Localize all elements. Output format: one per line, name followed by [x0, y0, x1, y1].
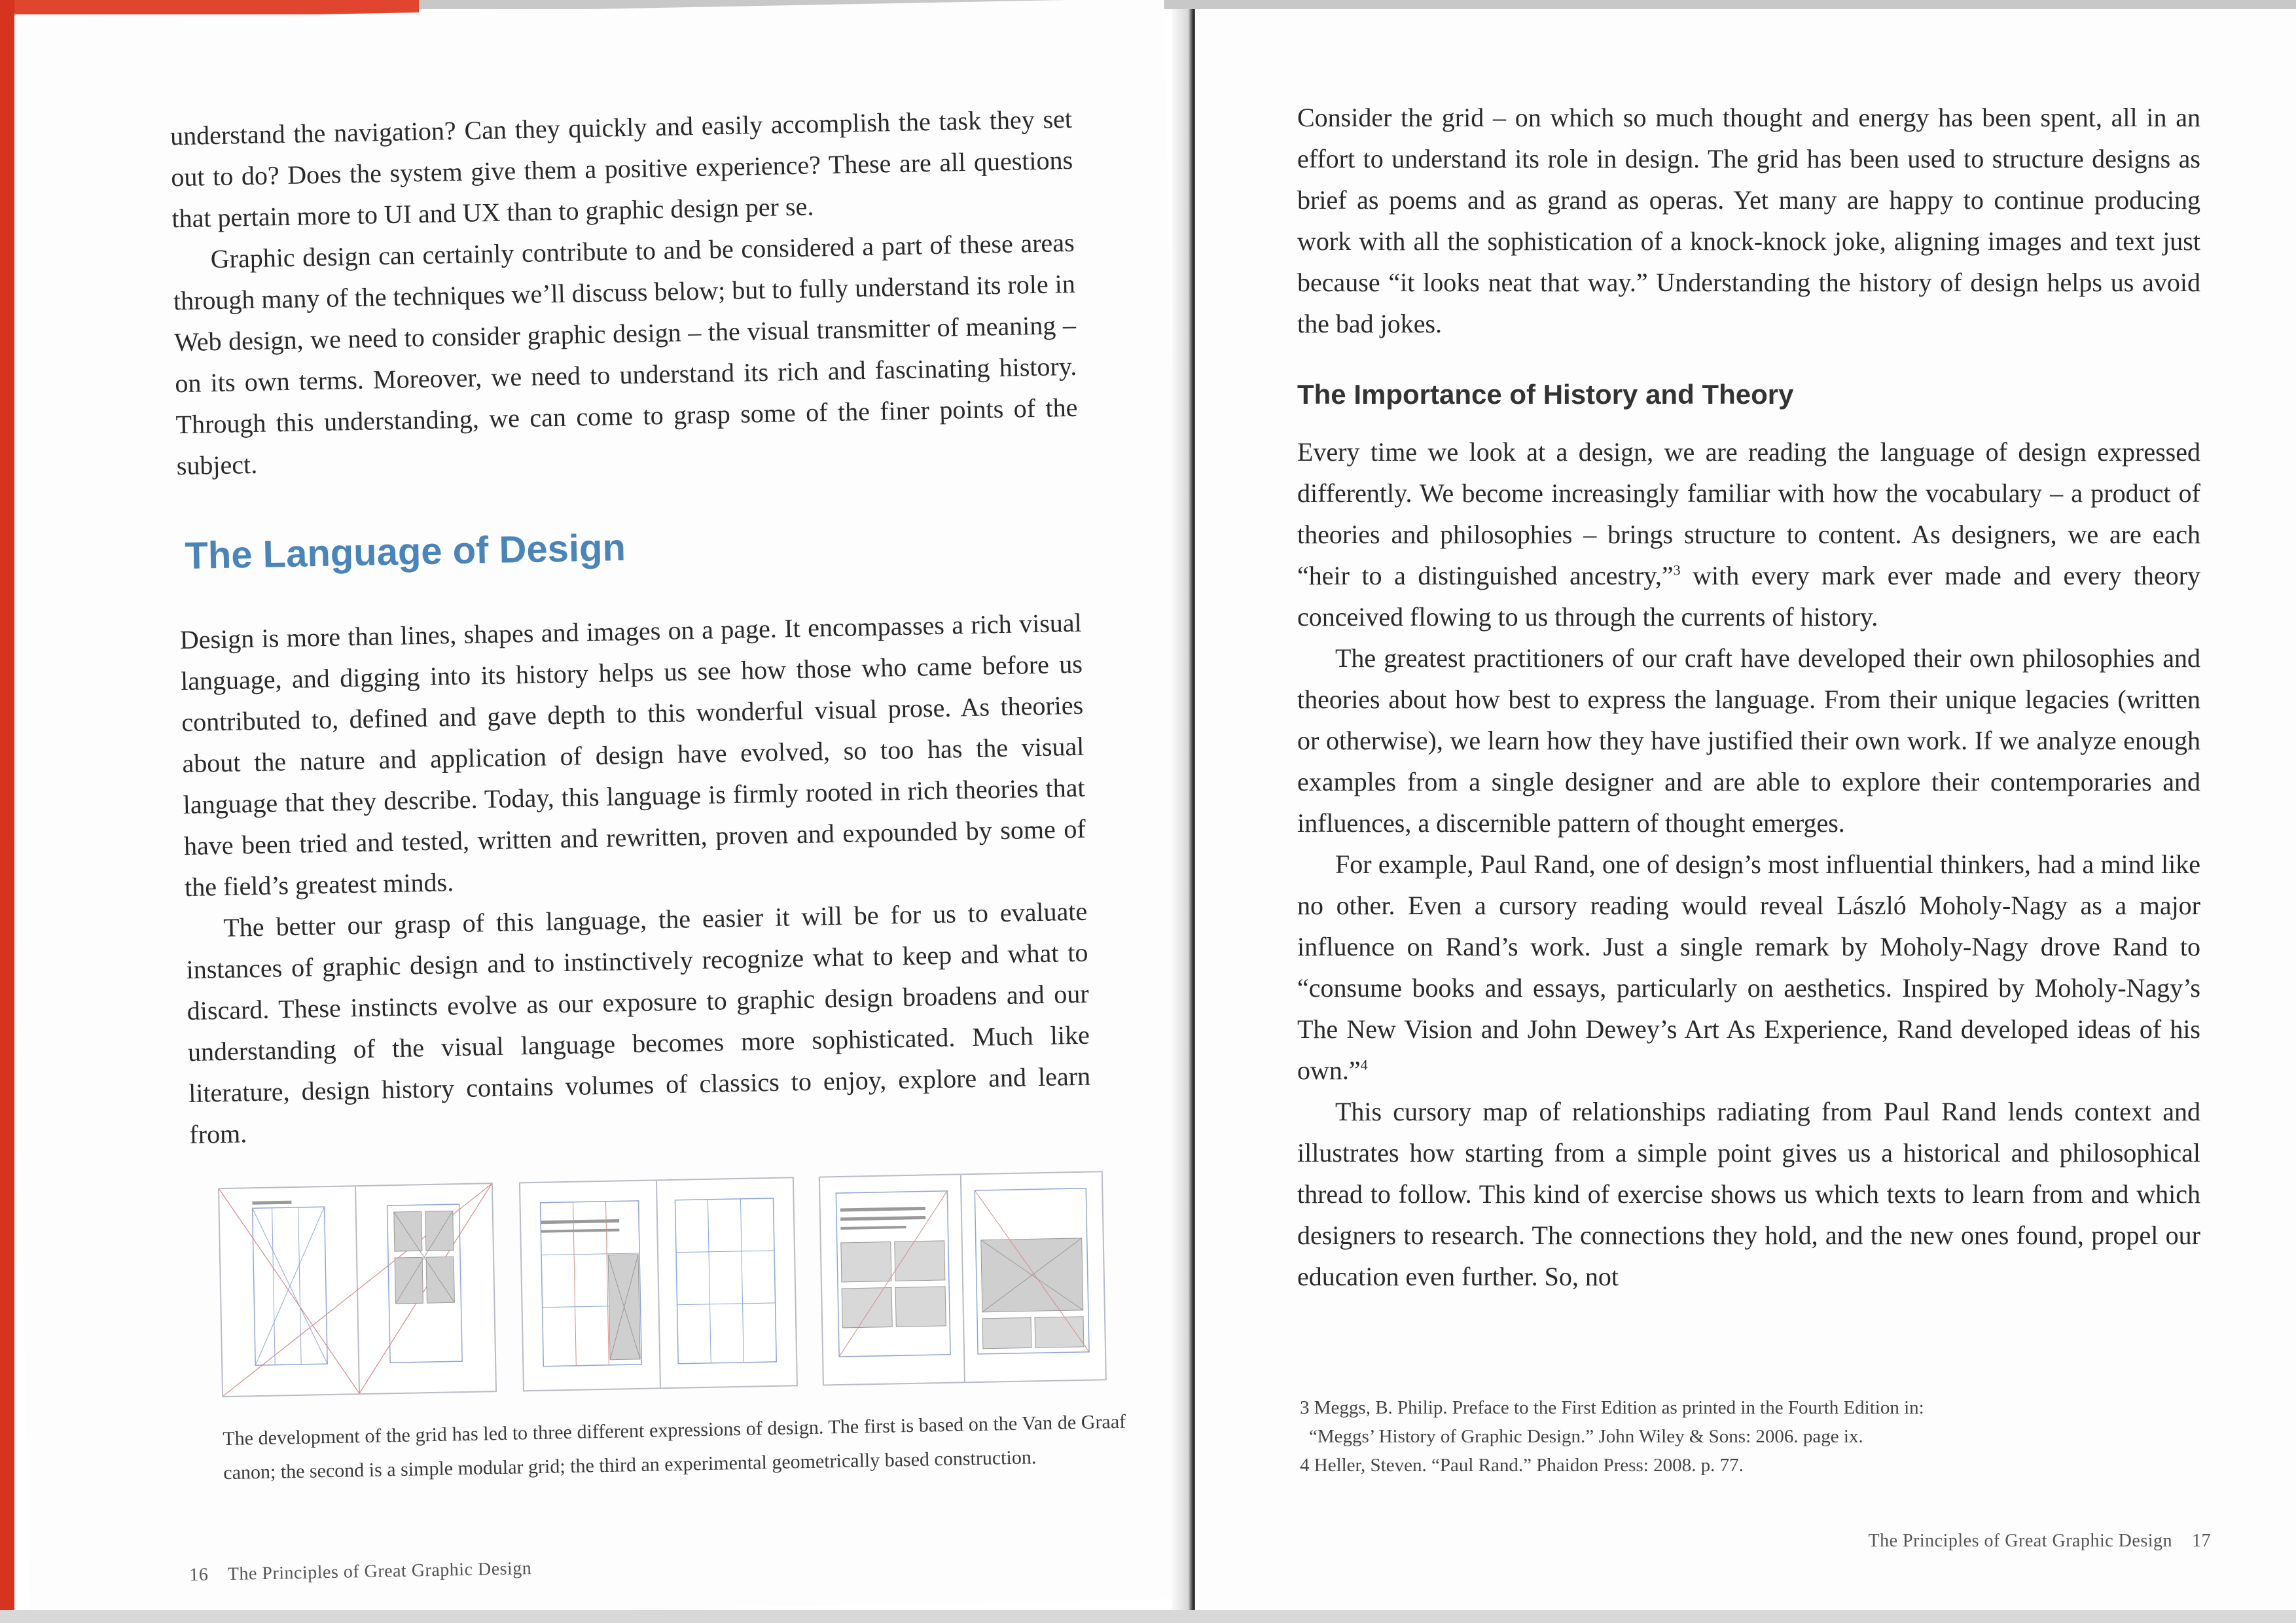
scan-edge-bottom — [0, 1610, 2296, 1623]
left-folio — [189, 1558, 532, 1586]
modular-grid-drawing — [520, 1178, 797, 1390]
figure-caption: The development of the grid has led to three different expressions of design. The first is based on the Van de Graaf canon; the second is a simple modular grid; the third an experimental geometrically based construction. — [223, 1410, 1126, 1484]
right-body-paragraph-3 — [1297, 844, 2200, 1091]
figure-geometric-grid — [819, 1171, 1107, 1385]
left-page-number: 16 — [189, 1564, 209, 1586]
footnotes — [1300, 1393, 2164, 1480]
footnote-3-line-2: “Meggs’ History of Graphic Design.” John Wiley & Sons: 2006. page ix. — [1309, 1426, 1863, 1447]
figure-van-de-graaf — [218, 1183, 497, 1397]
right-p1-before-note: Every time we look at a design, we are reading the language of design expressed differently. We become increasingly familiar with how the vocabulary – a product of theories and philosophies – brings structure to content. As designers, we are each “heir to a distinguished ancestry,” — [1297, 437, 2200, 590]
left-intro-paragraph-1: understand the navigation? Can they quickly and easily accomplish the task they set out to do? Does the system give them a positive experience? These are all questions that pertain more to UI and UX than to graphic design per se. — [170, 103, 1073, 234]
right-intro-paragraph: Consider the grid – on which so much thought and energy has been spent, all in an effort to understand its role in design. The grid has been used to structure designs as brief as poems and as grand as operas. Yet many are happy to continue producing work with all the sophistication of a knock-knock joke, aligning images and text just because “it looks neat that way.” Understanding the history of design helps us avoid the bad jokes. — [1297, 103, 2200, 338]
right-body-paragraph-4: This cursory map of relationships radiating from Paul Rand lends context and illustrates how starting from a simple point gives us a historical and philosophical thread to follow. This kind of exercise shows us which texts to learn from and which designers to research. The connections they hold, and the new ones found, propel our education even further. So, not — [1297, 1097, 2200, 1291]
footnote-4: 4 Heller, Steven. “Paul Rand.” Phaidon Press: 2008. p. 77. — [1300, 1455, 1744, 1476]
right-running-title: The Principles of Great Graphic Design — [1868, 1531, 2172, 1551]
left-intro-paragraph-2: Graphic design can certainly contribute to and be considered a part of these areas through many of the techniques we’ll discuss below; but to fully understand its role in Web design, we need to consider graphic design – the visual transmitter of meaning – on its own terms. Moreover, we need to understand its rich and fascinating history. Through this understanding, we can come to grasp some of the finer points of the subject. — [173, 227, 1078, 481]
left-running-title: The Principles of Great Graphic Design — [227, 1558, 532, 1585]
footnote-3-line-1: 3 Meggs, B. Philip. Preface to the First Edition as printed in the Fourth Edition in: — [1300, 1397, 1924, 1418]
left-body-paragraph-2: The better our grasp of this language, the easier it will be for us to evaluate instances of graphic design and to instinctively recognize what to keep and what to discard. These instincts evolve as our exposure to graphic design broadens and our understanding of the visual language becomes more sophisticated. Much like literature, design history contains volumes of classics to enjoy, explore and learn from. — [186, 896, 1091, 1150]
grid-figure — [218, 1170, 1138, 1410]
geometric-grid-drawing — [820, 1172, 1105, 1384]
right-body-text — [1297, 431, 2200, 1297]
right-folio — [1868, 1531, 2211, 1552]
left-body-paragraph-1: Design is more than lines, shapes and images on a page. It encompasses a rich visual language, and digging into its history helps us see how those who came before us contributed to, defined and gave depth to this wonderful visual prose. As theories about the nature and application of design have evolved, so too has the visual language that they describe. Today, this language is firmly rooted in rich theories that have been tried and tested, written and rewritten, proven and expounded by some of the field’s greatest minds. — [179, 607, 1086, 902]
section-heading-language-of-design: The Language of Design — [184, 526, 626, 578]
right-body-paragraph-2: The greatest practitioners of our craft have developed their own philosophies and theories about how best to express the language. From their unique legacies (written or otherwise), we learn how they have justified their own work. If we analyze enough examples from a single designer and are able to explore their contemporaries and influences, a discernible pattern of thought emerges. — [1297, 643, 2200, 838]
right-body-paragraph-1 — [1297, 431, 2200, 637]
left-body-text — [179, 602, 1091, 1155]
book-edge-red-top — [0, 0, 419, 14]
footnote-ref-4: 4 — [1360, 1056, 1368, 1073]
right-p1-after-note: with every mark ever made and every theory conceived flowing to us through the currents of history. — [1297, 561, 2200, 632]
right-p3-before-note: For example, Paul Rand, one of design’s most influential thinkers, had a mind like no other. Even a cursory reading would reveal László Moholy-Nagy as a major influence on Rand’s work. Just a single remark by Moholy-Nagy drove Rand to “consume books and essays, particularly on aesthetics. Inspired by Moholy-Nagy’s The New Vision and John Dewey’s Art As Experience, Rand developed ideas of his own.” — [1297, 849, 2200, 1085]
van-de-graaf-grid-drawing — [219, 1184, 495, 1396]
book-edge-red-left — [0, 0, 14, 1623]
right-intro-text — [1297, 97, 2200, 344]
footnote-ref-3: 3 — [1673, 562, 1681, 579]
figure-modular-grid — [519, 1177, 798, 1391]
section-heading-history-and-theory: The Importance of History and Theory — [1297, 379, 1794, 410]
left-intro-text — [170, 98, 1079, 486]
right-page — [1195, 9, 2296, 1610]
right-page-number: 17 — [2192, 1531, 2211, 1551]
